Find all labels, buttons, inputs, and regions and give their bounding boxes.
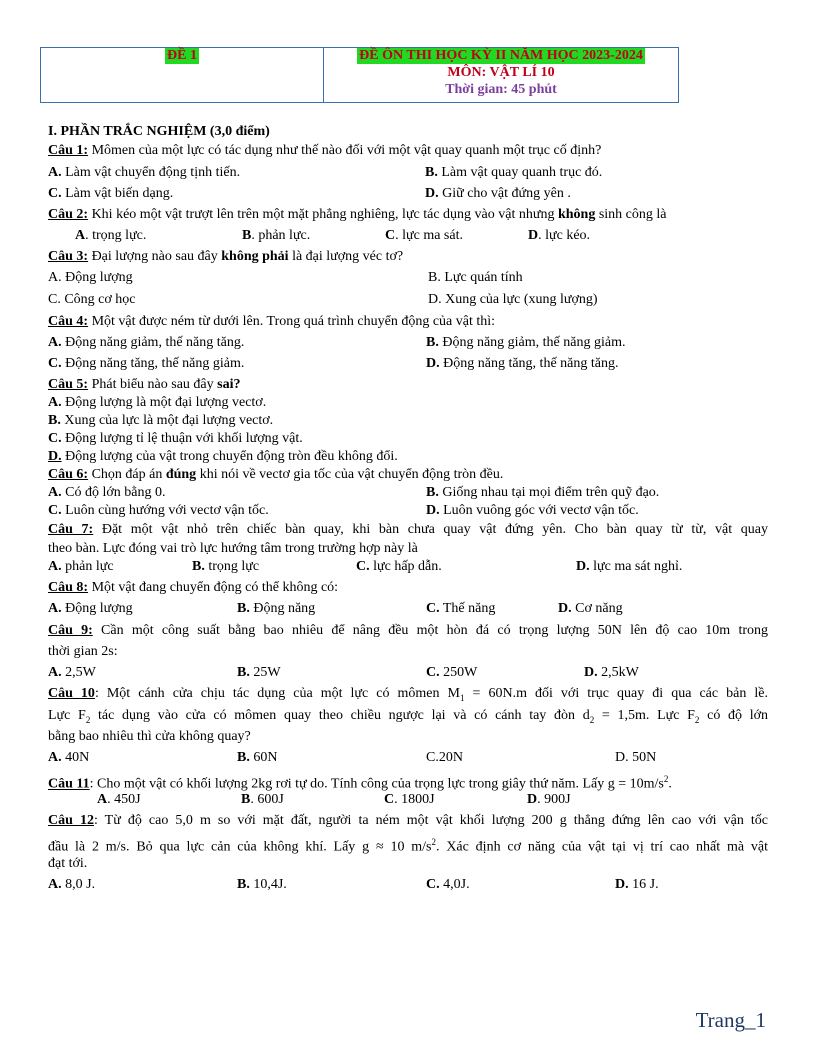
question-12-line-1: Câu 12: Từ độ cao 5,0 m so với mặt đất, người ta ném một vật khối lượng 200 g thẳng đứng lên cao với vận tốc <box>48 813 768 828</box>
question-10-line-3: bằng bao nhiêu thì cửa không quay? <box>48 729 251 744</box>
q12-option-a: A. 8,0 J. <box>48 877 96 892</box>
q10-option-c: C.20N <box>426 750 463 765</box>
q5-option-d: D. Động lượng của vật trong chuyển động tròn đều không đổi. <box>48 449 398 464</box>
question-7-line-1: Câu 7: Đặt một vật nhỏ trên chiếc bàn quay, khi bàn chưa quay vật đứng yên. Cho bàn quay từ từ, vật quay <box>48 522 768 537</box>
q1-option-a: A. Làm vật chuyển động tịnh tiến. <box>48 165 241 180</box>
q10-option-d: D. 50N <box>615 750 657 765</box>
q9-option-b: B. 25W <box>237 665 281 680</box>
question-2: Câu 2: Khi kéo một vật trượt lên trên một mặt phẳng nghiêng, lực tác dụng vào vật nhưng không sinh công là <box>48 207 667 222</box>
page-number: Trang_1 <box>695 1008 766 1032</box>
q12-option-b: B. 10,4J. <box>237 877 287 892</box>
exam-title: ĐỀ ÔN THI HỌC KỲ II NĂM HỌC 2023-2024 <box>359 48 643 63</box>
question-5: Câu 5: Phát biểu nào sau đây sai? <box>48 377 241 392</box>
q8-option-b: B. Động năng <box>237 601 316 616</box>
question-9-line-2: thời gian 2s: <box>48 644 118 659</box>
q3-option-c: C. Công cơ học <box>48 292 136 307</box>
q2-option-b: B. phản lực. <box>242 228 311 243</box>
q11-option-c: C. 1800J <box>384 792 435 807</box>
question-10-line-2: Lực $F_2$ tác dụng vào cửa có mômen quay theo chiều ngược lại và có cánh tay đòn $d_2 = 1,5m$. Lực $F_2$ có độ lớn <box>48 708 768 725</box>
q2-option-d: D. lực kéo. <box>528 228 591 243</box>
q4-option-d: D. Động năng tăng, thế năng tăng. <box>426 356 619 371</box>
q2-option-c: C. lực ma sát. <box>385 228 463 243</box>
q4-option-c: C. Động năng tăng, thế năng giảm. <box>48 356 245 371</box>
question-7-line-2: theo bàn. Lực đóng vai trò lực hướng tâm trong trường hợp này là <box>48 541 418 556</box>
question-12-line-2: đầu là 2 m/s. Bỏ qua lực cản của không khí. Lấy g ≈ 10 $m/s^2$. Xác định cơ năng của vật tại vị trí cao nhất mà vật <box>48 837 768 855</box>
question-10-line-1: Câu 10: Một cánh cửa chịu tác dụng của một lực có mômen $M_1 = 60N.m$ đối với trục quay đi qua các bản lề. <box>48 686 768 703</box>
q4-option-b: B. Động năng giảm, thế năng giảm. <box>426 335 626 350</box>
q5-option-a: A. Động lượng là một đại lượng vectơ. <box>48 395 267 410</box>
q6-option-d: D. Luôn vuông góc với vectơ vận tốc. <box>426 503 639 518</box>
q11-option-d: D. 900J <box>527 792 571 807</box>
question-8: Câu 8: Một vật đang chuyển động có thể không có: <box>48 580 339 595</box>
q7-option-d: D. lực ma sát nghỉ. <box>576 559 683 574</box>
q3-option-b: B. Lực quán tính <box>428 270 523 285</box>
question-11: Câu 11: Cho một vật có khối lượng 2kg rơi tự do. Tính công của trọng lực trong giây thứ năm. Lấy $g = 10m/s^2$. <box>48 774 672 792</box>
q11-option-a: A. 450J <box>97 792 141 807</box>
exam-time: Thời gian: 45 phút <box>445 82 557 97</box>
q8-option-a: A. Động lượng <box>48 601 133 616</box>
question-9-line-1: Câu 9: Cần một công suất bằng bao nhiêu để nâng đều một hòn đá có trọng lượng 50N lên độ cao 10m trong <box>48 623 768 638</box>
q10-option-b: B. 60N <box>237 750 278 765</box>
q5-option-b: B. Xung của lực là một đại lượng vectơ. <box>48 413 274 428</box>
q12-option-c: C. 4,0J. <box>426 877 470 892</box>
q9-option-d: D. 2,5kW <box>584 665 639 680</box>
q12-option-d: D. 16 J. <box>615 877 659 892</box>
question-1: Câu 1: Mômen của một lực có tác dụng như thế nào đối với một vật quay quanh một trục cố định? <box>48 143 602 158</box>
question-6: Câu 6: Chọn đáp án đúng khi nói về vectơ gia tốc của vật chuyển động tròn đều. <box>48 467 504 482</box>
header-right-cell <box>324 48 678 102</box>
q6-option-b: B. Giống nhau tại mọi điểm trên quỹ đạo. <box>426 485 660 500</box>
q4-option-a: A. Động năng giảm, thế năng tăng. <box>48 335 245 350</box>
question-4: Câu 4: Một vật được ném từ dưới lên. Trong quá trình chuyển động của vật thì: <box>48 314 496 329</box>
section-title: I. PHẦN TRẮC NGHIỆM (3,0 điểm) <box>48 124 270 139</box>
q7-option-a: A. phản lực <box>48 559 114 574</box>
question-3: Câu 3: Đại lượng nào sau đây không phải là đại lượng véc tơ? <box>48 249 404 264</box>
question-12-line-3: đạt tới. <box>48 856 88 871</box>
q8-option-d: D. Cơ năng <box>558 601 623 616</box>
q1-option-c: C. Làm vật biến dạng. <box>48 186 174 201</box>
q11-option-b: B. 600J <box>241 792 284 807</box>
q9-option-a: A. 2,5W <box>48 665 96 680</box>
q1-option-d: D. Giữ cho vật đứng yên . <box>425 186 571 201</box>
header-left-cell <box>41 48 324 102</box>
q9-option-c: C. 250W <box>426 665 478 680</box>
q5-option-c: C. Động lượng tỉ lệ thuận với khối lượng vật. <box>48 431 303 446</box>
q7-option-b: B. trọng lực <box>192 559 260 574</box>
exam-number: ĐỀ 1 <box>167 48 197 63</box>
q6-option-a: A. Có độ lớn bằng 0. <box>48 485 166 500</box>
q7-option-c: C. lực hấp dẫn. <box>356 559 442 574</box>
header-table <box>40 47 679 103</box>
q10-option-a: A. 40N <box>48 750 90 765</box>
q1-option-b: B. Làm vật quay quanh trục đó. <box>425 165 603 180</box>
q8-option-c: C. Thế năng <box>426 601 496 616</box>
q6-option-c: C. Luôn cùng hướng với vectơ vận tốc. <box>48 503 269 518</box>
q3-option-a: A. Động lượng <box>48 270 133 285</box>
q3-option-d: D. Xung của lực (xung lượng) <box>428 292 598 307</box>
exam-subject: MÔN: VẬT LÍ 10 <box>447 65 555 80</box>
q2-option-a: A. trọng lực. <box>75 228 147 243</box>
